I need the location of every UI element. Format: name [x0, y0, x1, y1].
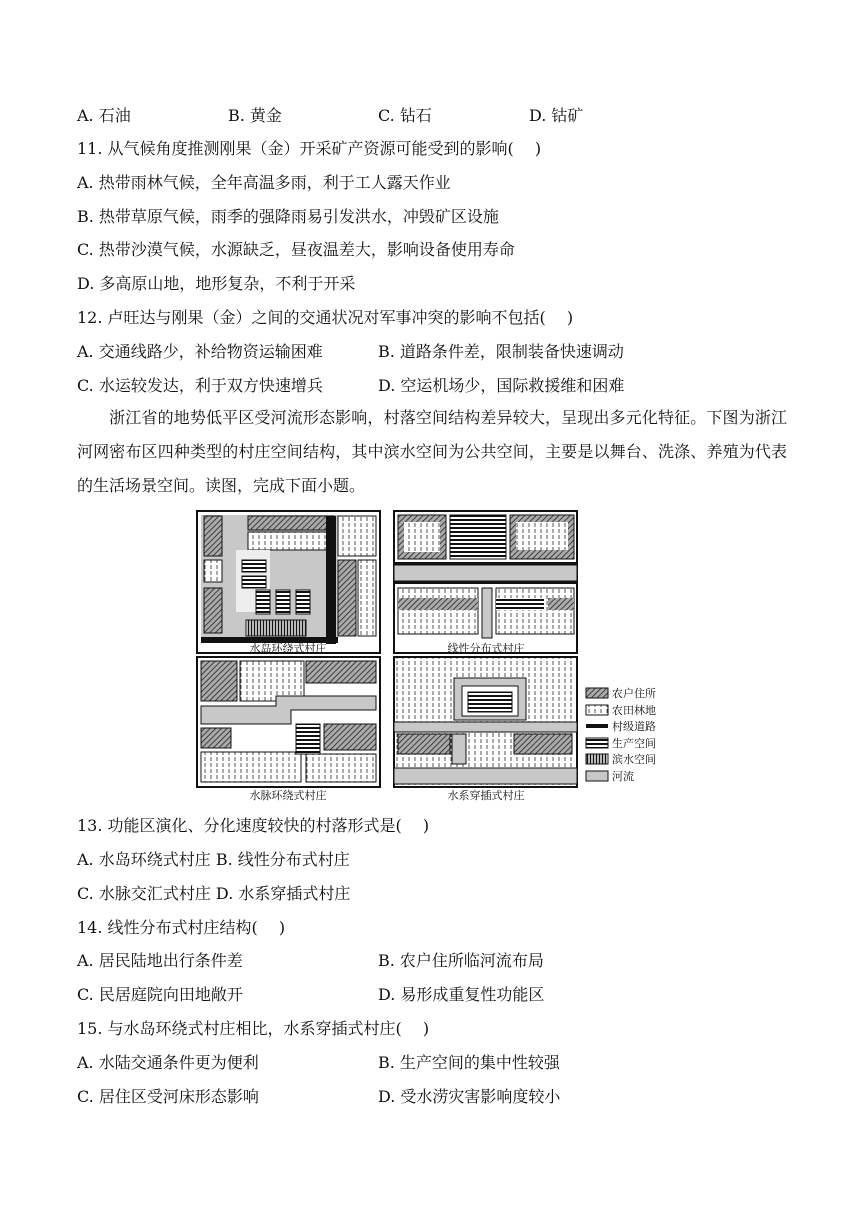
caption-linear: 线性分布式村庄 — [447, 642, 525, 655]
q15-option-c: C. 居住区受河床形态影响 — [77, 1087, 259, 1106]
q11-option-c: C. 热带沙漠气候，水源缺乏，昼夜温差大，影响设备使用寿命 — [77, 240, 515, 259]
q14-option-b: B. 农户住所临河流布局 — [378, 951, 544, 970]
panel-water-vein — [197, 657, 380, 787]
legend-waterfront: 滨水空间 — [612, 753, 656, 766]
legend-swatch-road — [586, 724, 608, 728]
q11-stem: 11. 从气候角度推测刚果（金）开采矿产资源可能受到的影响( ) — [77, 139, 542, 158]
q15-option-b: B. 生产空间的集中性较强 — [378, 1053, 560, 1072]
legend-swatch-waterfront — [586, 754, 608, 764]
q14-option-d: D. 易形成重复性功能区 — [378, 985, 545, 1004]
q12-stem: 12. 卢旺达与刚果（金）之间的交通状况对军事冲突的影响不包括( ) — [77, 308, 574, 327]
q15-stem: 15. 与水岛环绕式村庄相比，水系穿插式村庄( ) — [77, 1019, 430, 1038]
legend-river: 河流 — [612, 770, 634, 783]
q13-options-cd: C. 水脉交汇式村庄 D. 水系穿插式村庄 — [77, 884, 351, 903]
q12-option-c: C. 水运较发达，利于双方快速增兵 — [77, 376, 323, 395]
q14-option-a: A. 居民陆地出行条件差 — [77, 951, 243, 970]
q10-option-d: D. 钴矿 — [529, 106, 584, 125]
q11-option-b: B. 热带草原气候，雨季的强降雨易引发洪水，冲毁矿区设施 — [77, 207, 499, 226]
q10-option-c: C. 钻石 — [378, 106, 432, 125]
caption-water-island: 水岛环绕式村庄 — [249, 642, 327, 655]
q10-option-a: A. 石油 — [77, 106, 131, 125]
legend-road: 村级道路 — [612, 720, 656, 733]
legend-house: 农户住所 — [612, 687, 656, 700]
legend-field: 农田林地 — [612, 704, 656, 717]
caption-water-vein: 水脉环绕式村庄 — [249, 789, 327, 802]
panel-water-system — [394, 657, 577, 787]
q12-option-d: D. 空运机场少，国际救援维和困难 — [378, 376, 625, 395]
legend-swatch-production — [586, 738, 608, 748]
village-structure-figure — [196, 510, 676, 806]
passage-text: 浙江省的地势低平区受河流形态影响，村落空间结构差异较大，呈现出多元化特征。下图为浙江河网密布区四种类型的村庄空间结构，其中滨水空间为公共空间，主要是以舞台、洗涤、养殖为代表的生活场景空间。读图，完成下面小题。 — [77, 408, 787, 495]
q13-stem: 13. 功能区演化、分化速度较快的村落形式是( ) — [77, 816, 430, 835]
q11-option-a: A. 热带雨林气候，全年高温多雨，利于工人露天作业 — [77, 173, 451, 192]
q12-option-b: B. 道路条件差，限制装备快速调动 — [378, 342, 624, 361]
q15-option-a: A. 水陆交通条件更为便利 — [77, 1053, 259, 1072]
panel-water-island — [197, 511, 380, 653]
q10-option-b: B. 黄金 — [228, 106, 282, 125]
q14-stem: 14. 线性分布式村庄结构( ) — [77, 918, 286, 937]
panel-linear — [394, 511, 577, 653]
q12-option-a: A. 交通线路少，补给物资运输困难 — [77, 342, 323, 361]
passage — [77, 401, 787, 503]
legend-swatch-field — [586, 705, 608, 715]
q14-option-c: C. 民居庭院向田地敞开 — [77, 985, 243, 1004]
q15-option-d: D. 受水涝灾害影响度较小 — [378, 1087, 561, 1106]
caption-water-system: 水系穿插式村庄 — [447, 789, 525, 802]
q11-option-d: D. 多高原山地，地形复杂，不利于开采 — [77, 274, 356, 293]
q13-options-ab: A. 水岛环绕式村庄 B. 线性分布式村庄 — [77, 850, 350, 869]
figure-legend — [586, 686, 656, 783]
legend-swatch-house — [586, 688, 608, 698]
legend-swatch-river — [586, 771, 608, 781]
legend-production: 生产空间 — [612, 737, 656, 750]
